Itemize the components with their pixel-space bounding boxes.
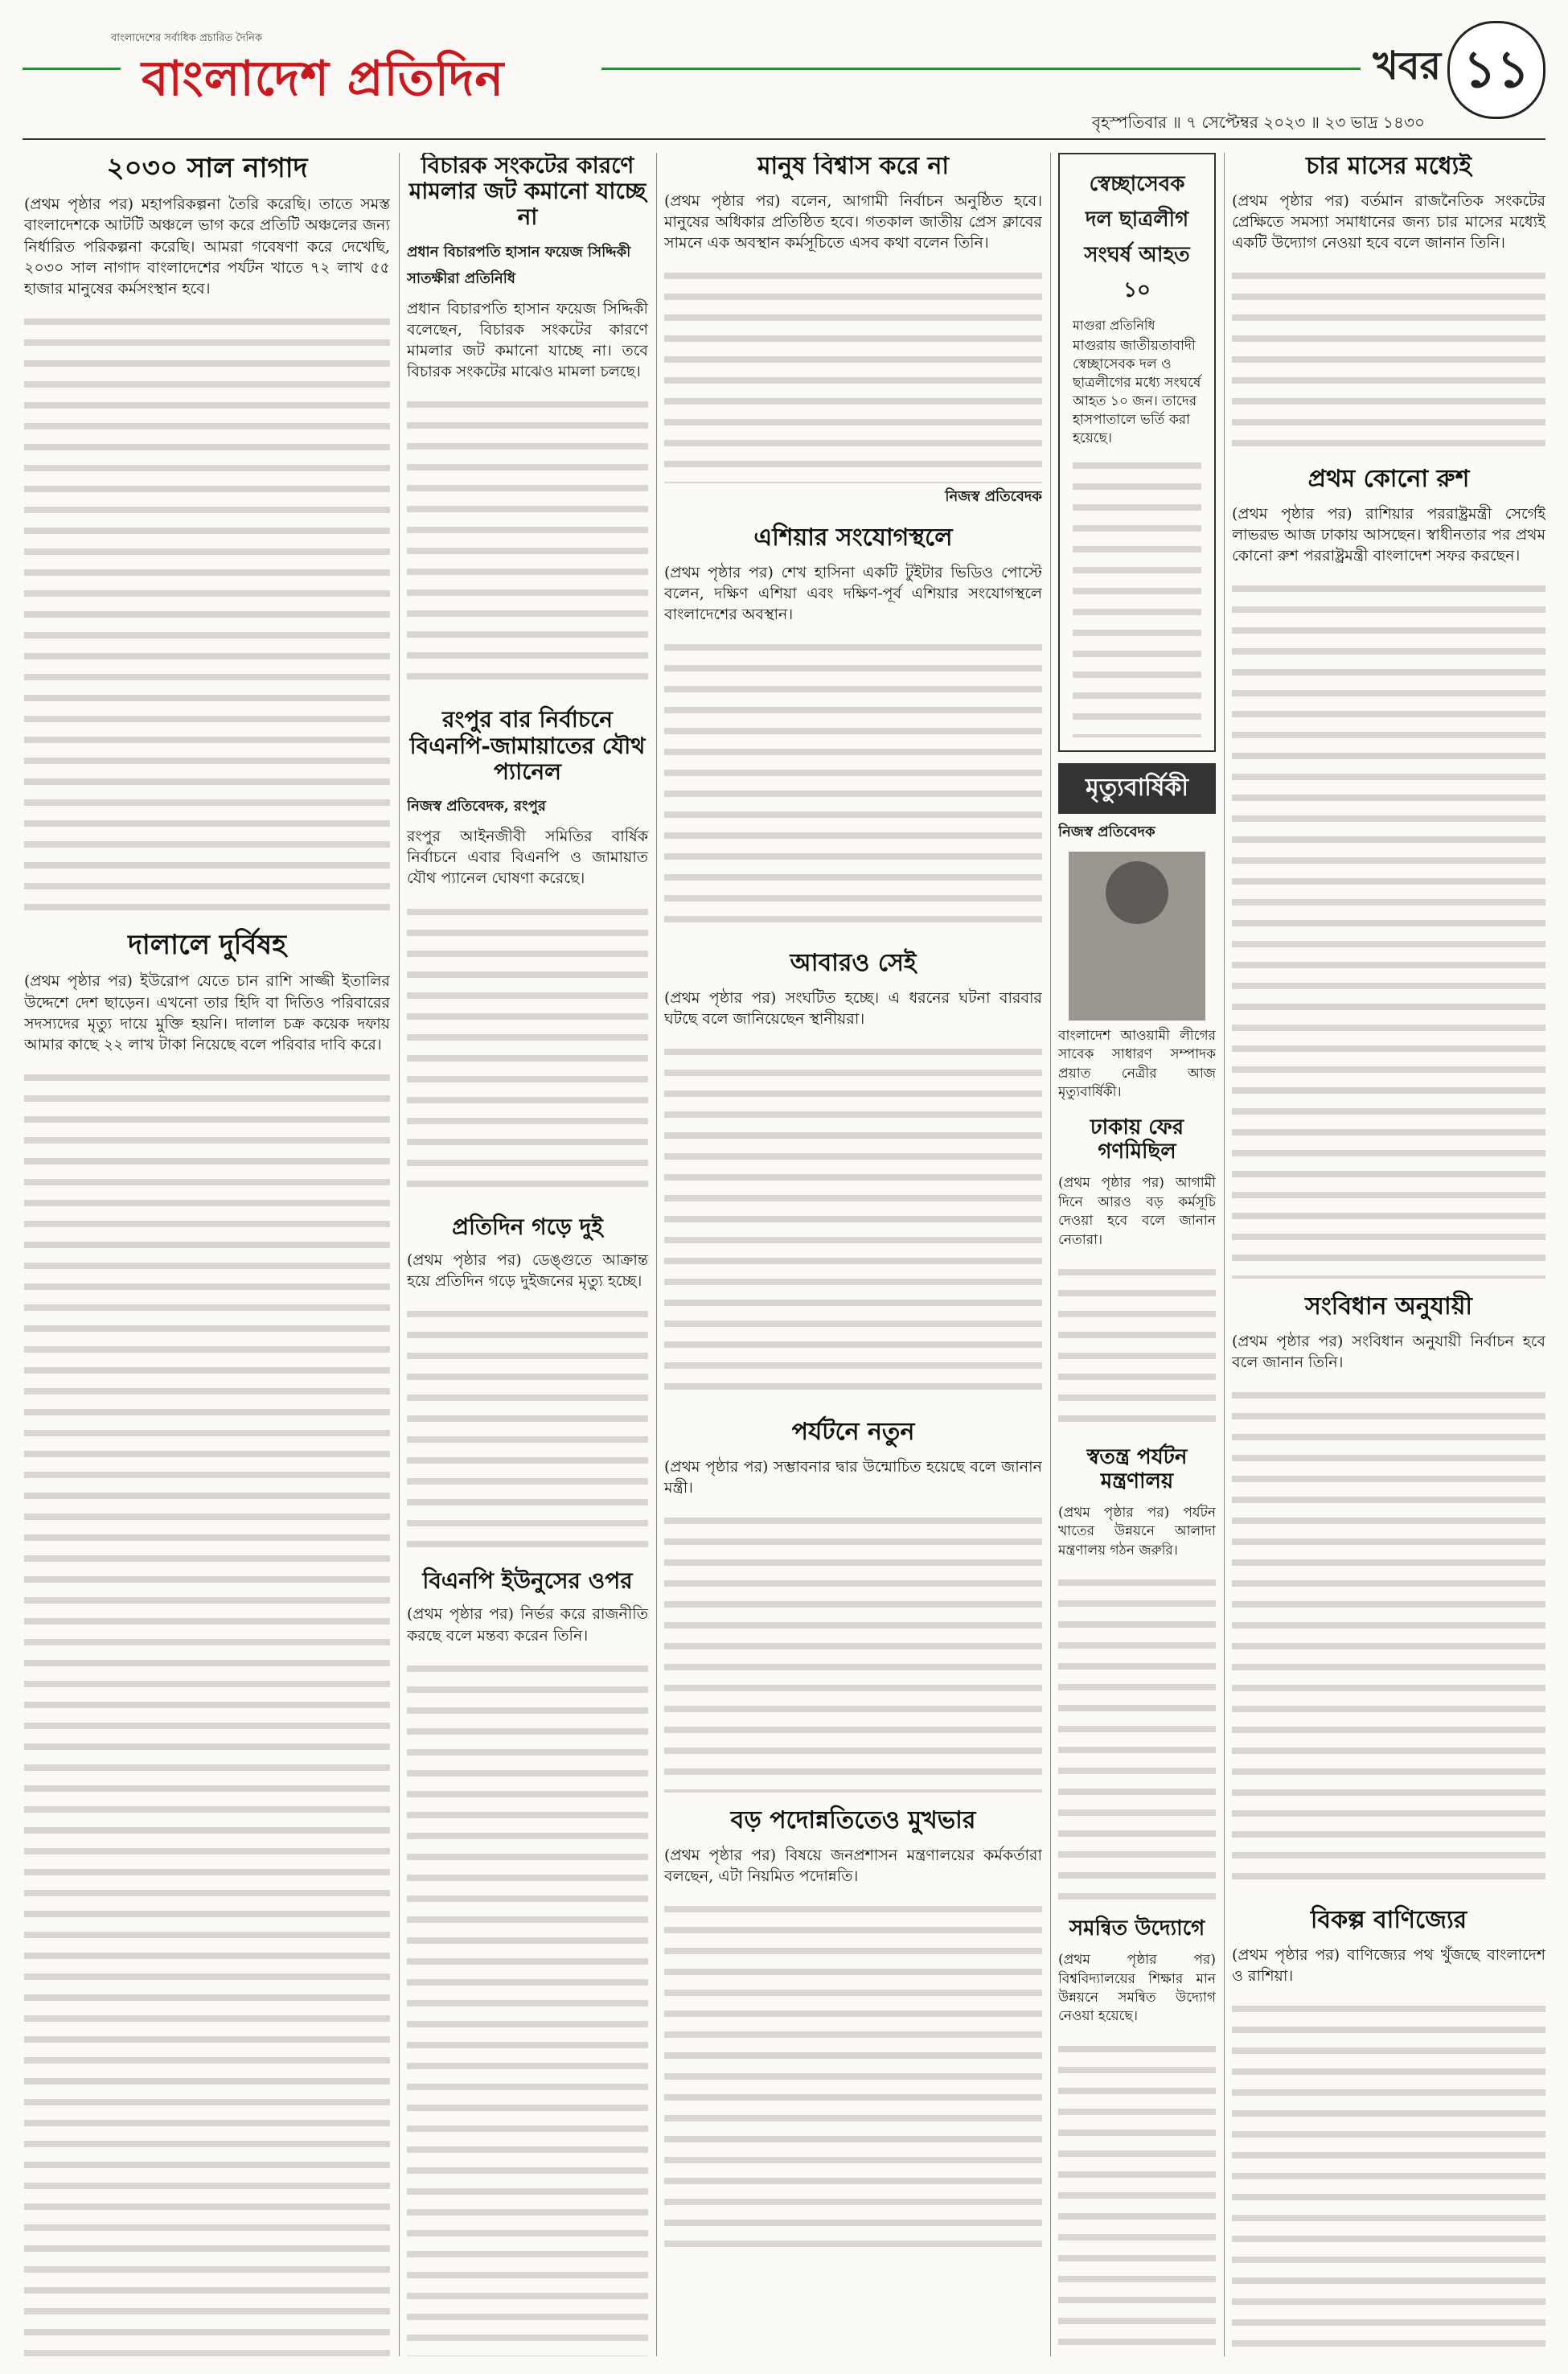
story-body: (প্রথম পৃষ্ঠার পর) রাশিয়ার পররাষ্ট্রমন্ত্রী সের্গেই লাভরভ আজ ঢাকায় আসছেন। স্বাধীনতার পর প্রথম কোনো রুশ পররাষ্ট্রমন্ত্রী বাংলাদেশ সফর করছেন। bbox=[1232, 504, 1545, 565]
story-body: (প্রথম পৃষ্ঠার পর) আগামী দিনে আরও বড় কর্মসূচি দেওয়া হবে বলে জানান নেতারা। bbox=[1058, 1175, 1216, 1248]
column-1 bbox=[24, 153, 390, 2356]
headline-songbidhan: সংবিধান অনুযায়ী bbox=[1305, 1292, 1472, 1321]
byline: মাগুরা প্রতিনিধি bbox=[1073, 318, 1155, 333]
page-number: ১১ bbox=[1447, 21, 1545, 119]
story-swechha bbox=[1058, 153, 1216, 752]
column-divider bbox=[1224, 153, 1225, 2356]
story-body: (প্রথম পৃষ্ঠার পর) শেখ হাসিনা একটি টুইটার ভিডিও পোস্টে বলেন, দক্ষিণ এশিয়া এবং দক্ষিণ-পূর্ব এশিয়ার সংযোগস্থলে বাংলাদেশের অবস্থান। bbox=[664, 563, 1042, 624]
headline-bichar: বিচারক সংকটের কারণে মামলার জট কমানো যাচ্ছে না bbox=[408, 153, 646, 231]
column-5 bbox=[1232, 153, 1545, 2356]
headline-swatantra: স্বতন্ত্র পর্যটন মন্ত্রণালয় bbox=[1086, 1445, 1188, 1493]
story-boro bbox=[664, 1807, 1042, 2261]
dateline: বৃহস্পতিবার ॥ ৭ সেপ্টেম্বর ২০২৩ ॥ ২৩ ভাদ্র ১৪৩০ bbox=[1091, 113, 1425, 132]
headline-swechha: স্বেচ্ছাসেবক দল ছাত্রলীগ সংঘর্ষ আহত ১০ bbox=[1084, 172, 1190, 302]
story-body: রংপুর আইনজীবী সমিতির বার্ষিক নির্বাচনে এবার বিএনপি ও জামায়াত যৌথ প্যানেল ঘোষণা করেছে। bbox=[407, 828, 648, 888]
story-rangpur bbox=[407, 707, 648, 1199]
story-abaro bbox=[664, 950, 1042, 1404]
headline-manush: মানুষ বিশ্বাস করে না bbox=[757, 153, 950, 180]
headline-rangpur: রংপুর বার নির্বাচনে বিএনপি-জামায়াতের যৌথ প্যানেল bbox=[409, 706, 646, 785]
memorial-band: মৃত্যুবার্ষিকী bbox=[1058, 763, 1216, 814]
story-swatantra bbox=[1058, 1446, 1216, 1903]
newspaper-logo: বাংলাদেশ প্রতিদিন bbox=[142, 51, 505, 107]
story-dalal bbox=[24, 930, 390, 2356]
body-text-block bbox=[24, 1060, 390, 2356]
column-divider bbox=[399, 153, 400, 2356]
story-protidin bbox=[407, 1214, 648, 1555]
body-text-block bbox=[1232, 1991, 1545, 2356]
headline-sommilito: সমন্বিত উদ্যোগে bbox=[1069, 1916, 1205, 1941]
column-3 bbox=[664, 153, 1042, 2356]
column-divider bbox=[1050, 153, 1051, 2356]
story-body: (প্রথম পৃষ্ঠার পর) পর্যটন খাতের উন্নয়নে আলাদা মন্ত্রণালয় গঠন জরুরি। bbox=[1058, 1504, 1216, 1559]
byline: নিজস্ব প্রতিবেদক, রংপুর bbox=[407, 798, 546, 815]
story-manush bbox=[664, 153, 1042, 510]
body-text-block bbox=[1232, 1378, 1545, 1892]
column-4 bbox=[1058, 153, 1216, 2356]
headline-abaro: আবারও সেই bbox=[790, 949, 917, 978]
body-text-block bbox=[664, 630, 1042, 935]
story-body: প্রধান বিচারপতি হাসান ফয়েজ সিদ্দিকী বলেছেন, বিচারক সংকটের কারণে মামলার জট কমানো যাচ্ছে না। তবে বিচারক সংকটের মাঝেও মামলা চলছে। bbox=[407, 299, 648, 381]
story-prothom bbox=[1232, 466, 1545, 1279]
story-body: (প্রথম পৃষ্ঠার পর) ইউরোপ যেতে চান রাশি সাজ্জী ইতালির উদ্দেশে দেশ ছাড়েন। এখনো তার হিদি বা দিতিও পরিবারের সদস্যদের মৃত্যু দায়ে মুক্তি হয়নি। দালাল চক্র কয়েক দফায় আমার কাছে ২২ লাখ টাকা নিয়েছে বলে পরিবার দাবি করে। bbox=[24, 972, 390, 1054]
body-text-block bbox=[664, 258, 1042, 483]
headline-2030: ২০৩০ সাল নাগাদ bbox=[106, 153, 308, 184]
story-dhaka bbox=[1058, 1116, 1216, 1431]
story-body: (প্রথম পৃষ্ঠার পর) বিষয়ে জনপ্রশাসন মন্ত্রণালয়ের কর্মকর্তারা বলছেন, এটা নিয়মিত পদোন্নতি। bbox=[664, 1846, 1042, 1885]
headline-protidin: প্রতিদিন গড়ে দুই bbox=[452, 1213, 603, 1240]
story-chaar bbox=[1232, 153, 1545, 451]
header-rule bbox=[601, 68, 1361, 70]
story-body: (প্রথম পৃষ্ঠার পর) বিশ্ববিদ্যালয়ের শিক্ষার মান উন্নয়নে সমন্বিত উদ্যোগ নেওয়া হয়েছে। bbox=[1058, 1952, 1216, 2025]
body-text-block bbox=[1058, 1255, 1216, 1431]
logo-tagline: বাংলাদেশের সর্বাধিক প্রচারিত দৈনিক bbox=[111, 32, 263, 44]
headline-asia: এশিয়ার সংযোগস্থলে bbox=[753, 524, 953, 552]
body-text-block bbox=[1232, 571, 1545, 1279]
body-text-block bbox=[407, 387, 648, 692]
byline: নিজস্ব প্রতিবেদক bbox=[945, 488, 1042, 506]
story-body: (প্রথম পৃষ্ঠার পর) সংঘটিত হচ্ছে। এ ধরনের ঘটনা বারবার ঘটছে বলে জানিয়েছেন স্থানীয়রা। bbox=[664, 988, 1042, 1029]
story-2030 bbox=[24, 153, 390, 915]
story-songbidhan bbox=[1232, 1293, 1545, 1892]
body-text-block bbox=[24, 304, 390, 915]
portrait-head bbox=[1106, 861, 1168, 924]
story-body: (প্রথম পৃষ্ঠার পর) মহাপরিকল্পনা তৈরি করেছি। তাতে সমস্ত বাংলাদেশকে আটটি অঞ্চলে ভাগ করে প্রতিটি অঞ্চলের জন্য নির্ধারিত পরিকল্পনা করেছি। আমরা গবেষণা করে দেখেছি, ২০৩০ সাল নাগাদ বাংলাদেশের পর্যটন খাতে ৭২ লাখ ৫৫ হাজার মানুষের কর্মসংস্থান হবে। bbox=[24, 195, 390, 298]
headline-chaar: চার মাসের মধ্যেই bbox=[1306, 153, 1472, 180]
headline-boro: বড় পদোন্নতিতেও মুখভার bbox=[730, 1806, 976, 1835]
masthead bbox=[23, 21, 1545, 142]
story-body: (প্রথম পৃষ্ঠার পর) ডেঙ্গুতে আক্রান্ত হয়ে প্রতিদিন গড়ে দুইজনের মৃত্যু হচ্ছে। bbox=[407, 1251, 648, 1291]
story-body: (প্রথম পৃষ্ঠার পর) নির্ভর করে রাজনীতি করছে বলে মন্তব্য করেন তিনি। bbox=[407, 1605, 648, 1645]
body-text-block bbox=[1073, 448, 1201, 737]
story-asia bbox=[664, 524, 1042, 935]
body-text-block bbox=[664, 1034, 1042, 1404]
logo-rule bbox=[23, 68, 121, 70]
story-mrityu bbox=[1058, 763, 1216, 1103]
subheadline: প্রধান বিচারপতি হাসান ফয়েজ সিদ্দিকী bbox=[407, 243, 631, 261]
story-bnp bbox=[407, 1568, 648, 2356]
body-text-block bbox=[407, 894, 648, 1200]
story-bichar bbox=[407, 153, 648, 692]
column-divider bbox=[656, 153, 657, 2356]
headline-dalal: দালালে দুর্বিষহ bbox=[128, 929, 286, 962]
story-body: (প্রথম পৃষ্ঠার পর) বাণিজ্যের পথ খুঁজছে বাংলাদেশ ও রাশিয়া। bbox=[1232, 1945, 1545, 1985]
story-body: (প্রথম পৃষ্ঠার পর) বলেন, আগামী নির্বাচন অনুষ্ঠিত হবে। মানুষের অধিকার প্রতিষ্ঠিত হবে। গতকাল জাতীয় প্রেস ক্লাবের সামনে এক অবস্থান কর্মসূচিতে এসব কথা বলেন তিনি। bbox=[664, 191, 1042, 252]
column-2 bbox=[407, 153, 648, 2356]
headline-prothom: প্রথম কোনো রুশ bbox=[1307, 465, 1470, 494]
story-body: মাগুরায় জাতীয়তাবাদী স্বেচ্ছাসেবক দল ও ছাত্রলীগের মধ্যে সংঘর্ষে আহত ১০ জন। তাদের হাসপাতালে ভর্তি করা হয়েছে। bbox=[1073, 338, 1201, 446]
headline-porjoton: পর্যটনে নতুন bbox=[791, 1418, 915, 1447]
body-text-block bbox=[407, 1651, 648, 2356]
headline-dhaka: ঢাকায় ফের গণমিছিল bbox=[1090, 1115, 1184, 1164]
story-porjoton bbox=[664, 1419, 1042, 1793]
story-body: (প্রথম পৃষ্ঠার পর) সম্ভাবনার দ্বার উন্মোচিত হয়েছে বলে জানান মন্ত্রী। bbox=[664, 1457, 1042, 1497]
story-body: (প্রথম পৃষ্ঠার পর) বর্তমান রাজনৈতিক সংকটের প্রেক্ষিতে সমস্যা সমাধানের জন্য চার মাসের মধ্যেই একটি উদ্যোগ নেওয়া হবে বলে জানান তিনি। bbox=[1232, 191, 1545, 252]
body-text-block bbox=[1058, 1565, 1216, 1903]
headline-bnp: বিএনপি ইউনুসের ওপর bbox=[422, 1567, 633, 1595]
story-body: বাংলাদেশ আওয়ামী লীগের সাবেক সাধারণ সম্পাদক প্রয়াত নেত্রীর আজ মৃত্যুবার্ষিকী। bbox=[1058, 1027, 1216, 1100]
body-text-block bbox=[407, 1296, 648, 1554]
body-text-block bbox=[664, 1503, 1042, 1793]
byline: নিজস্ব প্রতিবেদক bbox=[1058, 823, 1155, 840]
portrait-photo bbox=[1069, 852, 1205, 1021]
body-text-block bbox=[1058, 2031, 1216, 2356]
body-text-block bbox=[1232, 258, 1545, 451]
story-sommilito bbox=[1058, 1917, 1216, 2356]
story-body: (প্রথম পৃষ্ঠার পর) সংবিধান অনুযায়ী নির্বাচন হবে বলে জানান তিনি। bbox=[1232, 1332, 1545, 1372]
masthead-divider bbox=[23, 138, 1545, 140]
headline-bikolpo: বিকল্প বাণিজ্যের bbox=[1310, 1906, 1467, 1935]
section-name: খবর bbox=[1373, 43, 1441, 88]
body-text-block bbox=[664, 1891, 1042, 2261]
byline: সাতক্ষীরা প্রতিনিধি bbox=[407, 269, 515, 287]
story-bikolpo bbox=[1232, 1907, 1545, 2356]
